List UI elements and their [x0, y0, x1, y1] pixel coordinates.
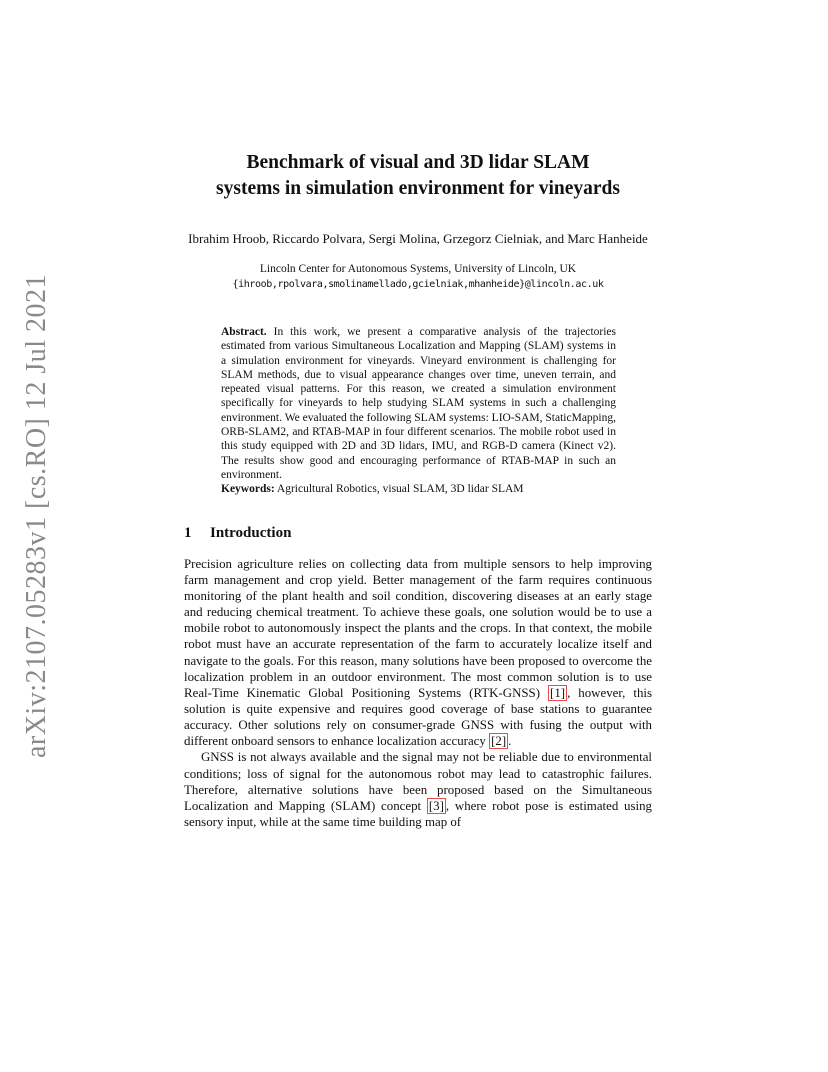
keywords-paragraph — [221, 482, 616, 496]
arxiv-identifier-text: arXiv:2107.05283v1 [cs.RO] 12 Jul 2021 — [21, 273, 53, 759]
title-line-1: Benchmark of visual and 3D lidar SLAM — [246, 152, 590, 173]
keywords-label: Keywords: — [221, 483, 275, 496]
arxiv-identifier — [16, 273, 58, 759]
abstract-label: Abstract. — [221, 326, 267, 338]
author-emails: {ihroob,rpolvara,smolinamellado,gcielniak,mhanheide}@lincoln.ac.uk — [232, 279, 604, 290]
citation-link-1[interactable]: [1] — [550, 685, 566, 700]
body-paragraph-1 — [184, 556, 652, 750]
p2-text-b: , where robot pose is estimated using sensory input, while at the same time building map of — [184, 798, 652, 830]
citation-link-3[interactable]: [3] — [428, 798, 444, 813]
body-paragraph-2 — [184, 749, 652, 830]
citation-link-2[interactable]: [2] — [491, 734, 507, 749]
author-list: Ibrahim Hroob, Riccardo Polvara, Sergi Molina, Grzegorz Cielniak, and Marc Hanheide — [188, 231, 648, 246]
p1-text-b: , however, this solution is quite expensive and requires good coverage of base stations to guarantee accuracy. Other solutions rely on consumer-grade GNSS with fusing the output with different onboard sensors to enhance localization accuracy — [184, 685, 653, 749]
paper-page — [184, 150, 652, 830]
section-number: 1 — [184, 524, 192, 541]
p1-text-c: . — [508, 734, 512, 749]
paper-title — [184, 150, 652, 202]
abstract — [221, 325, 616, 497]
title-line-2: systems in simulation environment for vineyards — [216, 178, 620, 199]
section-body — [184, 556, 652, 831]
p1-text-a: Precision agriculture relies on collecting data from multiple sensors to help improving farm management and crop yield. Better management of the farm requires continuous monitoring of the plant health and soil condition, discovering diseases at an early stage and reducing chemical treatment. To achieve these goals, one solution would be to use a mobile robot to autonomously inspect the plants and the crops. In that context, the mobile robot must have an accurate representation of the farm to accurately localize itself and navigate to the goals. For this reason, many solutions have been proposed to overcome the localization problem in an outdoor environment. The most common solution is to use Real-Time Kinematic Global Positioning Systems (RTK-GNSS) — [184, 556, 652, 700]
abstract-text: In this work, we present a comparative analysis of the trajectories estimated from various Simultaneous Localization and Mapping (SLAM) systems in a simulation environment for vineyards. Vineyard environment is challenging for SLAM methods, due to visual appearance changes over time, uneven terrain, and repeated visual patterns. For this reason, we created a simulation environment specifically for vineyards to help studying SLAM systems in such a challenging environment. We evaluated the following SLAM systems: LIO-SAM, StaticMapping, ORB-SLAM2, and RTAB-MAP in four different scenarios. The mobile robot used in this study equipped with 2D and 3D lidars, IMU, and RGB-D camera (Kinect v2). The results show good and encouraging performance of RTAB-MAP in such an environment. — [221, 326, 616, 481]
keywords-text: Agricultural Robotics, visual SLAM, 3D lidar SLAM — [276, 483, 524, 496]
affiliation-block — [184, 262, 652, 292]
section-title: Introduction — [210, 524, 292, 541]
p2-text-a: GNSS is not always available and the signal may not be reliable due to environmental conditions; loss of signal for the autonomous robot may lead to catastrophic failures. Therefore, alternative solutions have been proposed based on the Simultaneous Localization and Mapping (SLAM) concept — [184, 750, 652, 813]
section-heading — [184, 525, 652, 542]
abstract-paragraph — [221, 325, 616, 482]
affiliation: Lincoln Center for Autonomous Systems, University of Lincoln, UK — [259, 263, 577, 275]
